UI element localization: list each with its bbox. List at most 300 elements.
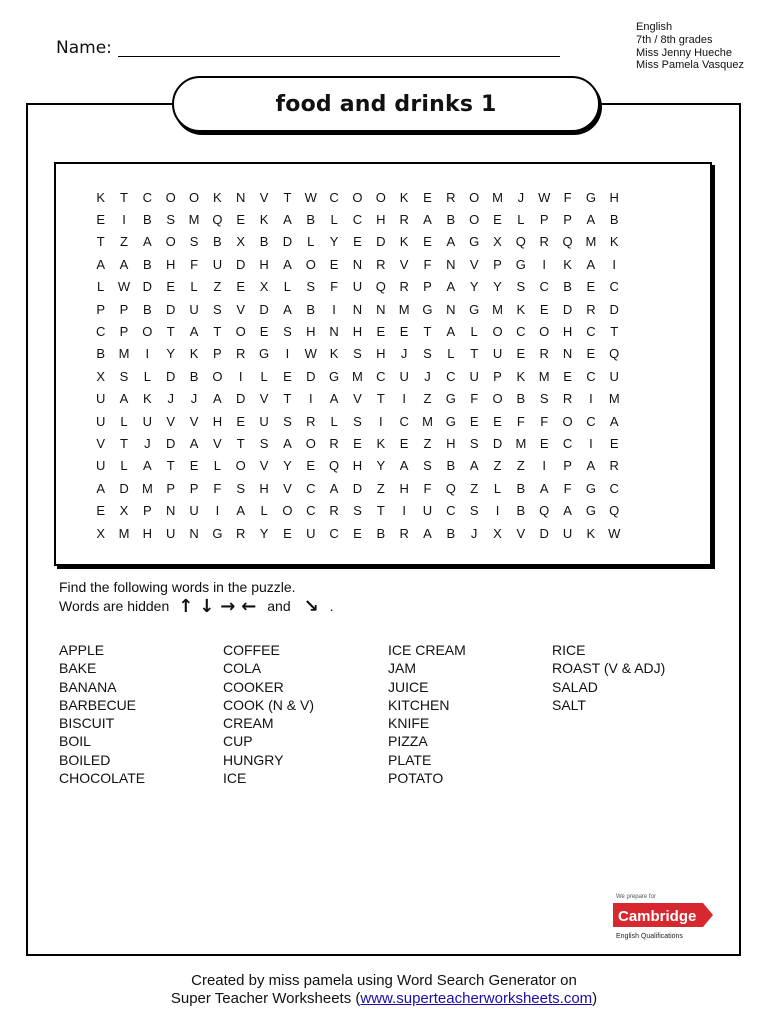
grid-letter[interactable]: S [306, 279, 316, 295]
grid-letter[interactable]: Y [493, 279, 502, 295]
grid-letter[interactable]: C [376, 368, 386, 384]
grid-letter[interactable]: B [609, 212, 619, 228]
grid-letter[interactable]: B [563, 279, 572, 295]
grid-letter[interactable]: M [585, 234, 597, 250]
grid-letter[interactable]: L [470, 324, 478, 340]
grid-letter[interactable]: N [562, 346, 573, 362]
grid-letter[interactable]: K [609, 234, 619, 250]
grid-letter[interactable]: Z [423, 391, 432, 407]
name-blank-rule[interactable] [118, 56, 560, 57]
grid-letter[interactable]: E [353, 435, 362, 451]
grid-letter[interactable]: W [304, 346, 317, 362]
grid-letter[interactable]: X [259, 279, 269, 295]
grid-letter[interactable]: U [142, 413, 153, 429]
grid-letter[interactable]: V [469, 256, 479, 272]
grid-letter[interactable]: U [422, 503, 433, 519]
grid-letter[interactable]: S [283, 413, 292, 429]
grid-letter[interactable]: C [329, 189, 339, 205]
grid-letter[interactable]: H [376, 212, 386, 228]
grid-letter[interactable]: P [563, 458, 572, 474]
grid-letter[interactable]: Z [120, 234, 128, 250]
grid-letter[interactable]: T [236, 435, 245, 451]
grid-letter[interactable]: H [352, 458, 363, 474]
grid-letter[interactable]: N [446, 256, 456, 272]
grid-letter[interactable]: H [399, 480, 409, 496]
grid-letter[interactable]: N [329, 324, 339, 340]
grid-letter[interactable]: S [259, 435, 269, 451]
grid-letter[interactable]: L [260, 368, 268, 384]
grid-letter[interactable]: Q [562, 234, 573, 250]
grid-letter[interactable]: A [399, 458, 409, 474]
grid-letter[interactable]: R [236, 346, 246, 362]
grid-letter[interactable]: U [306, 525, 316, 541]
grid-letter[interactable]: B [306, 212, 316, 228]
grid-letter[interactable]: D [166, 368, 176, 384]
grid-letter[interactable]: U [609, 368, 619, 384]
grid-letter[interactable]: U [492, 346, 503, 362]
grid-letter[interactable]: Q [329, 458, 340, 474]
grid-letter[interactable]: N [376, 301, 386, 317]
grid-letter[interactable]: S [353, 413, 362, 429]
grid-letter[interactable]: O [352, 189, 363, 205]
grid-letter[interactable]: F [190, 256, 199, 272]
grid-letter[interactable]: I [285, 346, 290, 362]
grid-letter[interactable]: C [306, 503, 316, 519]
grid-letter[interactable]: S [119, 368, 129, 384]
grid-letter[interactable]: B [306, 301, 316, 317]
grid-letter[interactable]: O [305, 256, 316, 272]
grid-letter[interactable]: J [470, 525, 478, 541]
grid-letter[interactable]: S [283, 324, 292, 340]
grid-letter[interactable]: R [399, 525, 409, 541]
grid-letter[interactable]: R [329, 435, 339, 451]
grid-letter[interactable]: M [141, 480, 153, 496]
grid-letter[interactable]: A [446, 279, 456, 295]
grid-letter[interactable]: E [539, 435, 549, 451]
grid-letter[interactable]: B [96, 346, 105, 362]
grid-letter[interactable]: P [423, 279, 432, 295]
grid-letter[interactable]: J [190, 391, 198, 407]
grid-letter[interactable]: T [376, 391, 385, 407]
grid-letter[interactable]: M [492, 189, 503, 205]
grid-letter[interactable]: O [165, 189, 176, 205]
grid-letter[interactable]: V [189, 413, 199, 429]
grid-letter[interactable]: O [469, 212, 480, 228]
grid-letter[interactable]: Y [166, 346, 176, 362]
grid-letter[interactable]: R [236, 525, 246, 541]
grid-letter[interactable]: O [492, 324, 503, 340]
grid-letter[interactable]: L [330, 212, 338, 228]
grid-letter[interactable]: A [586, 458, 596, 474]
grid-letter[interactable]: C [562, 435, 573, 451]
grid-letter[interactable]: E [423, 189, 432, 205]
grid-letter[interactable]: R [539, 346, 549, 362]
grid-letter[interactable]: M [515, 435, 527, 451]
grid-letter[interactable]: N [352, 301, 363, 317]
grid-letter[interactable]: F [330, 279, 339, 295]
grid-letter[interactable]: E [96, 212, 105, 228]
grid-letter[interactable]: P [493, 368, 502, 384]
grid-letter[interactable]: O [188, 189, 200, 205]
grid-letter[interactable]: F [563, 480, 572, 496]
grid-letter[interactable]: E [516, 346, 526, 362]
grid-letter[interactable]: W [538, 189, 551, 205]
grid-letter[interactable]: H [446, 435, 456, 451]
grid-letter[interactable]: J [144, 435, 151, 451]
grid-letter[interactable]: C [399, 413, 409, 429]
grid-letter[interactable]: S [166, 212, 176, 228]
grid-letter[interactable]: E [306, 458, 316, 474]
grid-letter[interactable]: I [238, 368, 243, 384]
grid-letter[interactable]: W [304, 189, 317, 205]
grid-letter[interactable]: O [492, 391, 503, 407]
grid-letter[interactable]: C [446, 368, 456, 384]
grid-letter[interactable]: S [516, 279, 526, 295]
grid-letter[interactable]: P [119, 301, 129, 317]
grid-letter[interactable]: J [400, 346, 408, 362]
grid-letter[interactable]: U [399, 368, 409, 384]
grid-letter[interactable]: H [212, 413, 223, 429]
grid-letter[interactable]: R [609, 458, 619, 474]
grid-letter[interactable]: V [236, 301, 246, 317]
grid-letter[interactable]: E [563, 368, 572, 384]
grid-letter[interactable]: V [96, 435, 105, 451]
grid-letter[interactable]: Z [213, 279, 222, 295]
grid-letter[interactable]: Z [493, 458, 502, 474]
grid-letter[interactable]: A [283, 435, 292, 451]
grid-letter[interactable]: G [259, 346, 270, 362]
grid-letter[interactable]: V [259, 189, 269, 205]
grid-letter[interactable]: E [236, 212, 246, 228]
grid-letter[interactable]: U [469, 368, 479, 384]
grid-letter[interactable]: S [213, 301, 222, 317]
grid-letter[interactable]: M [398, 301, 410, 317]
grid-letter[interactable]: W [608, 525, 621, 541]
grid-letter[interactable]: O [235, 458, 246, 474]
grid-letter[interactable]: Q [445, 480, 456, 496]
grid-letter[interactable]: Q [539, 503, 550, 519]
grid-letter[interactable]: V [166, 413, 176, 429]
grid-letter[interactable]: F [540, 413, 549, 429]
grid-letter[interactable]: Q [609, 503, 620, 519]
grid-letter[interactable]: O [165, 234, 176, 250]
grid-letter[interactable]: S [469, 435, 479, 451]
grid-letter[interactable]: A [539, 480, 549, 496]
grid-letter[interactable]: E [399, 435, 409, 451]
grid-letter[interactable]: Z [423, 435, 432, 451]
grid-letter[interactable]: L [190, 279, 198, 295]
grid-letter[interactable]: D [306, 368, 316, 384]
grid-letter[interactable]: O [375, 189, 386, 205]
grid-letter[interactable]: O [142, 324, 153, 340]
grid-letter[interactable]: A [469, 458, 479, 474]
grid-letter[interactable]: P [96, 301, 105, 317]
grid-letter[interactable]: E [236, 413, 246, 429]
grid-letter[interactable]: G [585, 480, 596, 496]
grid-letter[interactable]: C [516, 324, 526, 340]
grid-letter[interactable]: P [189, 480, 199, 496]
grid-letter[interactable]: H [142, 525, 153, 541]
grid-letter[interactable]: B [213, 234, 222, 250]
grid-letter[interactable]: G [585, 503, 596, 519]
grid-letter[interactable]: U [95, 458, 106, 474]
grid-letter[interactable]: E [166, 279, 176, 295]
grid-letter[interactable]: A [609, 413, 619, 429]
grid-letter[interactable]: A [96, 256, 105, 272]
grid-letter[interactable]: K [329, 346, 339, 362]
grid-letter[interactable]: D [119, 480, 129, 496]
grid-letter[interactable]: S [539, 391, 549, 407]
grid-letter[interactable]: B [516, 391, 526, 407]
grid-letter[interactable]: S [236, 480, 246, 496]
grid-letter[interactable]: I [542, 458, 547, 474]
grid-letter[interactable]: I [589, 435, 593, 451]
grid-letter[interactable]: T [166, 458, 175, 474]
grid-letter[interactable]: N [446, 301, 456, 317]
grid-letter[interactable]: A [189, 324, 199, 340]
grid-letter[interactable]: X [96, 525, 105, 541]
grid-letter[interactable]: S [423, 458, 432, 474]
grid-letter[interactable]: X [493, 525, 502, 541]
grid-letter[interactable]: H [352, 324, 363, 340]
grid-letter[interactable]: A [143, 458, 152, 474]
grid-letter[interactable]: M [118, 346, 130, 362]
grid-letter[interactable]: B [516, 503, 526, 519]
grid-letter[interactable]: O [469, 189, 480, 205]
grid-letter[interactable]: I [589, 391, 593, 407]
grid-letter[interactable]: G [469, 234, 480, 250]
grid-letter[interactable]: Z [470, 480, 479, 496]
grid-letter[interactable]: C [609, 279, 619, 295]
grid-letter[interactable]: I [145, 346, 150, 362]
grid-letter[interactable]: E [353, 234, 362, 250]
grid-letter[interactable]: R [329, 503, 339, 519]
grid-letter[interactable]: E [376, 324, 386, 340]
grid-letter[interactable]: E [469, 413, 479, 429]
grid-letter[interactable]: R [376, 256, 386, 272]
grid-letter[interactable]: D [609, 301, 619, 317]
grid-letter[interactable]: K [563, 256, 572, 272]
grid-letter[interactable]: S [353, 503, 362, 519]
grid-letter[interactable]: B [259, 234, 269, 250]
grid-letter[interactable]: K [399, 189, 409, 205]
grid-letter[interactable]: U [212, 256, 223, 272]
grid-letter[interactable]: V [213, 435, 222, 451]
grid-letter[interactable]: J [517, 189, 525, 205]
grid-letter[interactable]: F [423, 256, 432, 272]
grid-letter[interactable]: C [352, 212, 363, 228]
grid-letter[interactable]: E [283, 525, 292, 541]
grid-letter[interactable]: C [95, 324, 106, 340]
grid-letter[interactable]: D [352, 480, 363, 496]
grid-letter[interactable]: D [142, 279, 153, 295]
grid-letter[interactable]: B [516, 480, 526, 496]
grid-letter[interactable]: A [423, 212, 432, 228]
grid-letter[interactable]: X [96, 368, 105, 384]
grid-letter[interactable]: E [353, 525, 362, 541]
grid-letter[interactable]: P [143, 503, 152, 519]
grid-letter[interactable]: C [586, 368, 596, 384]
grid-letter[interactable]: S [353, 346, 362, 362]
grid-letter[interactable]: P [539, 212, 549, 228]
grid-letter[interactable]: U [189, 301, 199, 317]
grid-letter[interactable]: F [423, 480, 432, 496]
grid-letter[interactable]: K [399, 234, 409, 250]
grid-letter[interactable]: G [515, 256, 526, 272]
grid-letter[interactable]: S [469, 503, 479, 519]
grid-letter[interactable]: M [538, 368, 550, 384]
grid-letter[interactable]: R [399, 279, 409, 295]
grid-letter[interactable]: D [166, 301, 176, 317]
grid-letter[interactable]: E [189, 458, 199, 474]
grid-letter[interactable]: G [445, 391, 456, 407]
grid-letter[interactable]: T [166, 324, 175, 340]
grid-letter[interactable]: M [352, 368, 363, 384]
grid-letter[interactable]: I [495, 503, 500, 519]
grid-letter[interactable]: P [119, 324, 129, 340]
grid-letter[interactable]: E [493, 413, 502, 429]
footer-link[interactable]: www.superteacherworksheets.com [360, 990, 593, 1007]
grid-letter[interactable]: A [96, 480, 105, 496]
grid-letter[interactable]: E [399, 324, 409, 340]
grid-letter[interactable]: F [213, 480, 222, 496]
grid-letter[interactable]: A [586, 256, 596, 272]
grid-letter[interactable]: I [122, 212, 126, 228]
grid-letter[interactable]: L [330, 413, 338, 429]
grid-letter[interactable]: C [446, 503, 456, 519]
grid-letter[interactable]: D [539, 525, 549, 541]
grid-letter[interactable]: A [329, 480, 339, 496]
grid-letter[interactable]: L [120, 458, 128, 474]
grid-letter[interactable]: T [376, 503, 385, 519]
grid-letter[interactable]: L [307, 234, 315, 250]
grid-letter[interactable]: A [283, 256, 292, 272]
grid-letter[interactable]: E [329, 256, 339, 272]
grid-letter[interactable]: I [402, 391, 406, 407]
grid-letter[interactable]: E [259, 324, 269, 340]
grid-letter[interactable]: C [586, 324, 596, 340]
grid-letter[interactable]: C [329, 525, 339, 541]
grid-letter[interactable]: G [422, 301, 433, 317]
grid-letter[interactable]: V [259, 391, 269, 407]
grid-letter[interactable]: K [189, 346, 199, 362]
grid-letter[interactable]: N [352, 256, 363, 272]
grid-letter[interactable]: D [166, 435, 176, 451]
grid-letter[interactable]: T [96, 234, 105, 250]
grid-letter[interactable]: V [283, 480, 292, 496]
grid-letter[interactable]: O [282, 503, 293, 519]
grid-letter[interactable]: N [236, 189, 246, 205]
grid-letter[interactable]: M [188, 212, 200, 228]
grid-letter[interactable]: B [143, 301, 152, 317]
grid-letter[interactable]: B [376, 525, 386, 541]
grid-letter[interactable]: Z [516, 458, 525, 474]
grid-letter[interactable]: H [609, 189, 619, 205]
grid-letter[interactable]: K [516, 368, 526, 384]
grid-letter[interactable]: D [282, 234, 293, 250]
grid-letter[interactable]: O [539, 324, 550, 340]
grid-letter[interactable]: T [610, 324, 619, 340]
grid-letter[interactable]: T [283, 189, 292, 205]
grid-letter[interactable]: B [446, 525, 456, 541]
grid-letter[interactable]: H [259, 480, 269, 496]
grid-letter[interactable]: K [259, 212, 269, 228]
grid-letter[interactable]: H [306, 324, 316, 340]
grid-letter[interactable]: A [143, 234, 152, 250]
grid-letter[interactable]: P [166, 480, 176, 496]
grid-letter[interactable]: K [586, 525, 596, 541]
grid-letter[interactable]: E [423, 234, 432, 250]
grid-letter[interactable]: U [189, 503, 199, 519]
grid-letter[interactable]: K [96, 189, 105, 205]
grid-letter[interactable]: U [562, 525, 573, 541]
grid-letter[interactable]: F [563, 189, 572, 205]
grid-letter[interactable]: S [189, 234, 199, 250]
grid-letter[interactable]: H [376, 346, 386, 362]
grid-letter[interactable]: B [143, 212, 152, 228]
grid-letter[interactable]: C [609, 480, 619, 496]
grid-letter[interactable]: C [142, 189, 153, 205]
grid-letter[interactable]: V [516, 525, 526, 541]
grid-letter[interactable]: D [236, 391, 246, 407]
grid-letter[interactable]: A [236, 503, 246, 519]
grid-letter[interactable]: E [586, 279, 596, 295]
grid-letter[interactable]: A [329, 391, 339, 407]
grid-letter[interactable]: T [120, 435, 128, 451]
grid-letter[interactable]: M [118, 525, 130, 541]
grid-letter[interactable]: U [95, 413, 106, 429]
grid-letter[interactable]: A [283, 212, 292, 228]
grid-letter[interactable]: R [306, 413, 316, 429]
grid-letter[interactable]: Y [376, 458, 386, 474]
grid-letter[interactable]: F [470, 391, 479, 407]
grid-letter[interactable]: H [562, 324, 573, 340]
grid-letter[interactable]: V [353, 391, 362, 407]
grid-letter[interactable]: E [96, 503, 105, 519]
grid-letter[interactable]: A [213, 391, 222, 407]
grid-letter[interactable]: I [612, 256, 617, 272]
grid-letter[interactable]: L [447, 346, 455, 362]
grid-letter[interactable]: A [586, 212, 596, 228]
grid-letter[interactable]: R [562, 391, 573, 407]
grid-letter[interactable]: K [213, 189, 222, 205]
grid-letter[interactable]: G [585, 189, 596, 205]
grid-letter[interactable]: D [562, 301, 573, 317]
grid-letter[interactable]: I [332, 301, 336, 317]
grid-letter[interactable]: A [119, 391, 129, 407]
grid-letter[interactable]: L [283, 279, 292, 295]
grid-letter[interactable]: E [236, 279, 246, 295]
grid-letter[interactable]: M [422, 413, 433, 429]
grid-letter[interactable]: L [143, 368, 151, 384]
grid-letter[interactable]: L [493, 480, 502, 496]
grid-letter[interactable]: N [166, 503, 176, 519]
grid-letter[interactable]: I [402, 503, 406, 519]
grid-letter[interactable]: G [329, 368, 340, 384]
grid-letter[interactable]: K [516, 301, 526, 317]
grid-letter[interactable]: P [493, 256, 502, 272]
grid-letter[interactable]: X [119, 503, 129, 519]
grid-letter[interactable]: Y [259, 525, 269, 541]
grid-letter[interactable]: H [166, 256, 176, 272]
grid-letter[interactable]: Y [283, 458, 292, 474]
grid-letter[interactable]: X [236, 234, 246, 250]
grid-letter[interactable]: B [189, 368, 199, 384]
grid-letter[interactable]: D [259, 301, 269, 317]
grid-letter[interactable]: C [539, 279, 549, 295]
grid-letter[interactable]: U [95, 391, 106, 407]
grid-letter[interactable]: E [586, 346, 596, 362]
